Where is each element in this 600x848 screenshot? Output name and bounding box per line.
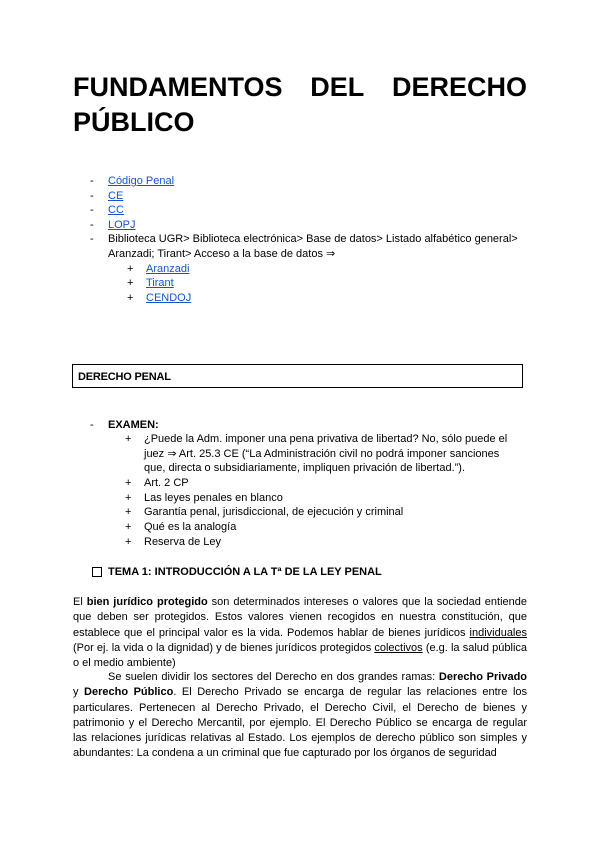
bullet-plus: +	[127, 292, 134, 304]
examen-label: EXAMEN:	[108, 419, 159, 431]
examen-item	[125, 491, 283, 506]
title-word: DERECHO	[391, 72, 527, 102]
examen-item-text: Art. 2 CP	[144, 477, 189, 489]
bullet-dash: -	[90, 219, 94, 231]
sub-list-item	[127, 291, 191, 306]
title-line-2: PÚBLICO	[73, 107, 195, 137]
examen-item	[125, 535, 221, 550]
bullet-dash: -	[90, 419, 94, 431]
examen-item-text: ¿Puede la Adm. imponer una pena privativa de libertad? No, sólo puede el juez ⇒ Art. 25.3 CE (“La Administración civil no podrá imponer sanciones que, directa o subsidiariamente, impliquen privación de libertad.”).	[144, 433, 508, 475]
examen-item	[125, 476, 189, 491]
link-ce[interactable]: CE	[108, 190, 124, 202]
examen-item-text: Las leyes penales en blanco	[144, 492, 283, 504]
tema-title: TEMA 1: INTRODUCCIÓN A LA Tª DE LA LEY PENAL	[108, 566, 382, 578]
examen-item	[125, 505, 403, 520]
sub-list-item	[127, 262, 189, 277]
sub-list-item	[127, 276, 174, 291]
link-cendoj[interactable]: CENDOJ	[146, 292, 192, 304]
bullet-dash: -	[90, 190, 94, 202]
tema-heading	[92, 566, 382, 578]
checkbox-icon[interactable]	[92, 567, 102, 577]
bullet-plus: +	[125, 536, 132, 548]
link-tirant[interactable]: Tirant	[146, 277, 174, 289]
examen-item	[125, 432, 527, 476]
examen-item-text: Garantía penal, jurisdiccional, de ejecución y criminal	[144, 506, 404, 518]
bold-term: Derecho Privado	[438, 671, 528, 683]
bullet-plus: +	[125, 521, 132, 533]
bullet-plus: +	[125, 492, 132, 504]
title-word: DEL	[310, 72, 365, 102]
list-item	[90, 174, 174, 189]
section-header-box	[72, 364, 523, 388]
bullet-plus: +	[127, 277, 134, 289]
bold-term: bien jurídico protegido	[86, 596, 208, 608]
examen-item-text: Qué es la analogía	[144, 521, 237, 533]
bullet-plus: +	[125, 477, 132, 489]
link-aranzadi[interactable]: Aranzadi	[146, 263, 190, 275]
link-cc[interactable]: CC	[108, 204, 124, 216]
paragraph-bien-juridico: El bien jurídico protegido son determinados intereses o valores que la sociedad entiende que deben ser protegidos. Estos valores vienen recogidos en nuestra constitución, que establece que el principal valor es la vida. Podemos hablar de bienes jurídicos individuales (Por ej. la vida o la dignidad) y de bienes jurídicos protegidos colectivos (e.g. la salud pública o el medio ambiente)	[73, 596, 528, 670]
bullet-plus: +	[125, 506, 132, 518]
examen-heading	[90, 418, 159, 433]
examen-item-text: Reserva de Ley	[144, 536, 222, 548]
examen-item	[125, 520, 236, 535]
bullet-plus: +	[125, 433, 132, 445]
bullet-plus: +	[127, 263, 134, 275]
biblioteca-text: Biblioteca UGR> Biblioteca electrónica> Base de datos> Listado alfabético general> Aranzadi; Tirant> Acceso a la base de datos ⇒	[108, 233, 518, 260]
underlined-term: colectivos	[374, 641, 423, 654]
list-item	[90, 203, 124, 218]
list-item	[90, 189, 123, 204]
underlined-term: individuales	[469, 626, 527, 639]
list-item	[90, 232, 530, 261]
bullet-dash: -	[90, 233, 94, 245]
link-lopj[interactable]: LOPJ	[108, 219, 136, 231]
bullet-dash: -	[90, 204, 94, 216]
document-title	[73, 70, 527, 140]
paragraph-ramas-derecho: Se suelen dividir los sectores del Derecho en dos grandes ramas: Derecho Privado y Derecho Público. El Derecho Privado se encarga de regular las relaciones entre los particulares. Pertenecen al Derecho Privado, el Derecho Civil, el Derecho de bienes y patrimonio y el Derecho Mercantil, por ejemplo. El Derecho Público se encarga de regular las relaciones jurídicas relativas al Estado. Los ejemplos de derecho público son simples y abundantes: La condena a un criminal que fue capturado por los órganos de seguridad	[73, 671, 528, 760]
link-codigo-penal[interactable]: Código Penal	[108, 175, 175, 187]
bullet-dash: -	[90, 175, 94, 187]
title-word: FUNDAMENTOS	[73, 72, 283, 102]
list-item	[90, 218, 136, 233]
bold-term: Derecho Público	[84, 686, 174, 699]
section-header: DERECHO PENAL	[78, 371, 171, 383]
